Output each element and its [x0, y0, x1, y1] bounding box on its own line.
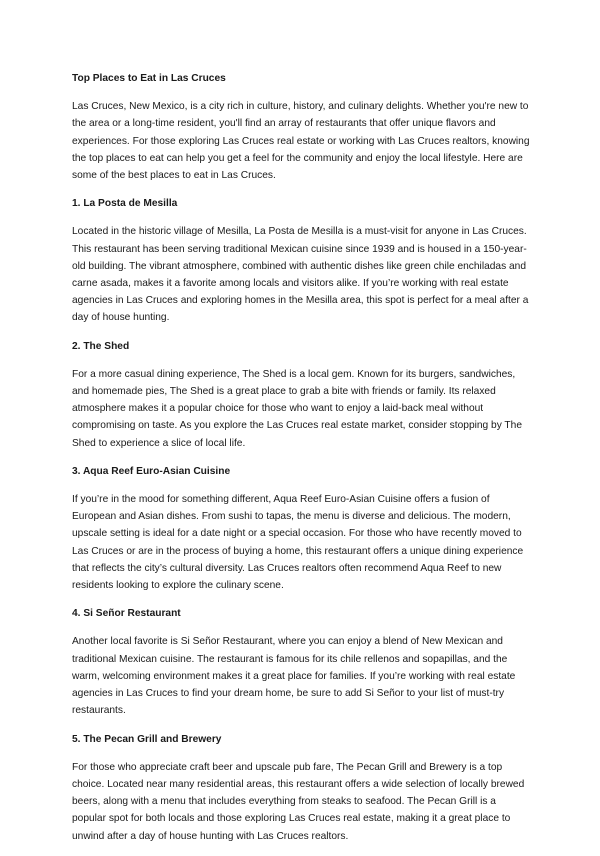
section-heading: 2. The Shed — [72, 340, 130, 352]
section-the-shed — [72, 338, 532, 452]
section-aqua-reef — [72, 463, 532, 594]
section-body: For a more casual dining experience, The Shed is a local gem. Known for its burgers, sandwiches, and homemade pies, The Shed is a great place to grab a bite with friends or family. Its relaxed atmosphere makes it a popular choice for those who want to enjoy a laid-back meal without compromising on taste. As you explore the Las Cruces real estate market, consider stopping by The Shed to experience a slice of local life. — [72, 368, 522, 449]
section-body: Another local favorite is Si Señor Restaurant, where you can enjoy a blend of New Mexican and traditional Mexican cuisine. The restaurant is famous for its chile rellenos and sopapillas, and the warm, welcoming environment makes it a great place for families. If you’re working with real estate agencies in Las Cruces to find your dream home, be sure to add Si Señor to your list of must-try restaurants. — [72, 636, 516, 717]
section-la-posta — [72, 195, 532, 326]
section-heading: 5. The Pecan Grill and Brewery — [72, 733, 222, 745]
section-heading: 3. Aqua Reef Euro-Asian Cuisine — [72, 465, 231, 477]
document-title: Top Places to Eat in Las Cruces — [72, 73, 226, 84]
section-body: If you’re in the mood for something different, Aqua Reef Euro-Asian Cuisine offers a fusion of European and Asian dishes. From sushi to tapas, the menu is diverse and delicious. The modern, upscale setting is ideal for a date night or a special occasion. For those who have recently moved to Las Cruces or are in the process of buying a home, this restaurant offers a unique dining experience that reflects the city’s cultural diversity. Las Cruces realtors often recommend Aqua Reef to new residents looking to explore the culinary scene. — [72, 494, 524, 592]
section-body: For those who appreciate craft beer and upscale pub fare, The Pecan Grill and Brewery is a top choice. Located near many residential areas, this restaurant offers a wide selection of locally brewed beers, along with a menu that includes everything from steaks to seafood. The Pecan Grill is a popular spot for both locals and those exploring Las Cruces real estate, making it a great place to unwind after a day of house hunting with Las Cruces realtors. — [72, 761, 525, 842]
section-body: Located in the historic village of Mesilla, La Posta de Mesilla is a must-visit for anyone in Las Cruces. This restaurant has been serving traditional Mexican cuisine since 1939 and is housed in a 150-year-old building. The vibrant atmosphere, combined with authentic dishes like green chile enchiladas and carne asada, makes it a favorite among locals and visitors alike. If you’re working with real estate agencies in Las Cruces and exploring homes in the Mesilla area, this spot is perfect for a meal after a day of house hunting. — [72, 226, 529, 324]
section-heading: 1. La Posta de Mesilla — [72, 198, 178, 210]
intro-paragraph: Las Cruces, New Mexico, is a city rich in culture, history, and culinary delights. Whether you're new to the area or a long-time resident, you'll find an array of restaurants that offer unique flavors and experiences. For those exploring Las Cruces real estate or working with Las Cruces realtors, knowing the top places to eat can help you get a feel for the community and enjoy the local lifestyle. Here are some of the best places to eat in Las Cruces. — [72, 101, 530, 182]
section-heading: 4. Si Señor Restaurant — [72, 608, 181, 620]
section-pecan-grill — [72, 731, 532, 845]
document-page — [72, 70, 532, 856]
section-si-senor — [72, 605, 532, 719]
